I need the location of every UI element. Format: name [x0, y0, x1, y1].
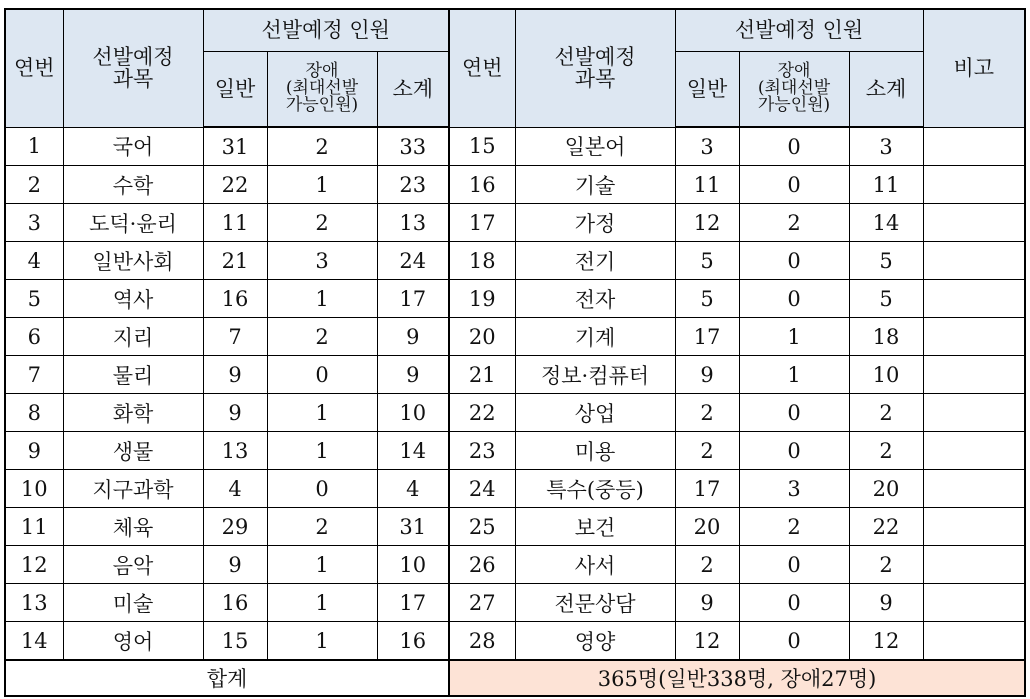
cell-subject: 국어	[63, 127, 203, 166]
header-subject-left: 선발예정 과목	[63, 9, 203, 127]
cell-general: 31	[203, 127, 267, 166]
cell-disabled: 1	[267, 280, 377, 318]
cell-remarks	[923, 127, 1025, 166]
total-label: 합계	[5, 660, 449, 696]
table-row	[5, 242, 1025, 280]
cell-subtotal: 9	[377, 356, 449, 394]
cell-disabled: 1	[739, 356, 849, 394]
cell-no: 17	[449, 204, 515, 242]
cell-general: 2	[675, 394, 739, 432]
table-row	[5, 280, 1025, 318]
header-subtotal-right: 소계	[849, 51, 923, 127]
cell-subject: 영양	[515, 622, 675, 661]
cell-disabled: 0	[267, 356, 377, 394]
table-row	[5, 622, 1025, 661]
cell-subtotal: 20	[849, 470, 923, 508]
cell-disabled: 1	[739, 318, 849, 356]
cell-general: 5	[675, 280, 739, 318]
cell-subject: 체육	[63, 508, 203, 546]
cell-no: 24	[449, 470, 515, 508]
table-body	[5, 127, 1025, 660]
cell-no: 27	[449, 584, 515, 622]
table-row	[5, 394, 1025, 432]
cell-no: 6	[5, 318, 63, 356]
cell-subject: 영어	[63, 622, 203, 661]
cell-remarks	[923, 394, 1025, 432]
cell-subject: 전문상담	[515, 584, 675, 622]
cell-subtotal: 24	[377, 242, 449, 280]
table-row	[5, 356, 1025, 394]
cell-subject: 일반사회	[63, 242, 203, 280]
cell-subject: 음악	[63, 546, 203, 584]
total-value: 365명(일반338명, 장애27명)	[449, 660, 1025, 696]
cell-general: 17	[675, 470, 739, 508]
cell-disabled: 3	[267, 242, 377, 280]
cell-general: 16	[203, 584, 267, 622]
selection-table	[4, 8, 1026, 697]
cell-general: 13	[203, 432, 267, 470]
cell-no: 25	[449, 508, 515, 546]
cell-no: 23	[449, 432, 515, 470]
cell-no: 14	[5, 622, 63, 661]
cell-no: 16	[449, 166, 515, 204]
cell-disabled: 1	[267, 584, 377, 622]
cell-disabled: 0	[739, 394, 849, 432]
cell-general: 9	[203, 546, 267, 584]
cell-no: 12	[5, 546, 63, 584]
cell-disabled: 0	[739, 432, 849, 470]
cell-general: 4	[203, 470, 267, 508]
cell-subject: 지구과학	[63, 470, 203, 508]
cell-subject: 정보·컴퓨터	[515, 356, 675, 394]
cell-remarks	[923, 280, 1025, 318]
header-general-right: 일반	[675, 51, 739, 127]
cell-no: 20	[449, 318, 515, 356]
cell-general: 16	[203, 280, 267, 318]
cell-disabled: 0	[739, 242, 849, 280]
cell-disabled: 0	[739, 546, 849, 584]
cell-no: 18	[449, 242, 515, 280]
cell-remarks	[923, 204, 1025, 242]
cell-subject: 도덕·윤리	[63, 204, 203, 242]
cell-subtotal: 2	[849, 432, 923, 470]
header-remarks: 비고	[923, 9, 1025, 127]
cell-remarks	[923, 356, 1025, 394]
header-subject-right: 선발예정 과목	[515, 9, 675, 127]
cell-disabled: 1	[267, 432, 377, 470]
cell-subtotal: 17	[377, 584, 449, 622]
cell-general: 9	[675, 584, 739, 622]
cell-subject: 사서	[515, 546, 675, 584]
cell-remarks	[923, 166, 1025, 204]
cell-subtotal: 18	[849, 318, 923, 356]
cell-subtotal: 3	[849, 127, 923, 166]
table-row	[5, 166, 1025, 204]
table-row	[5, 584, 1025, 622]
table-row	[5, 127, 1025, 166]
cell-general: 11	[203, 204, 267, 242]
cell-general: 29	[203, 508, 267, 546]
cell-subtotal: 31	[377, 508, 449, 546]
table-footer	[5, 660, 1025, 696]
cell-subject: 수학	[63, 166, 203, 204]
cell-remarks	[923, 432, 1025, 470]
cell-subject: 특수(중등)	[515, 470, 675, 508]
header-disabled-left: 장애 (최대선발 가능인원)	[267, 51, 377, 127]
cell-general: 11	[675, 166, 739, 204]
cell-subtotal: 16	[377, 622, 449, 661]
cell-no: 22	[449, 394, 515, 432]
cell-disabled: 1	[267, 622, 377, 661]
cell-general: 9	[675, 356, 739, 394]
cell-general: 9	[203, 356, 267, 394]
cell-no: 21	[449, 356, 515, 394]
cell-disabled: 1	[267, 394, 377, 432]
cell-general: 2	[675, 546, 739, 584]
cell-disabled: 3	[739, 470, 849, 508]
cell-no: 1	[5, 127, 63, 166]
table-row	[5, 470, 1025, 508]
cell-subtotal: 4	[377, 470, 449, 508]
cell-disabled: 2	[739, 508, 849, 546]
cell-subtotal: 14	[377, 432, 449, 470]
cell-remarks	[923, 470, 1025, 508]
table-row	[5, 546, 1025, 584]
cell-disabled: 0	[739, 127, 849, 166]
cell-subject: 화학	[63, 394, 203, 432]
cell-no: 9	[5, 432, 63, 470]
cell-subject: 미용	[515, 432, 675, 470]
cell-subtotal: 23	[377, 166, 449, 204]
cell-disabled: 0	[739, 166, 849, 204]
cell-no: 26	[449, 546, 515, 584]
cell-remarks	[923, 584, 1025, 622]
cell-subtotal: 10	[377, 394, 449, 432]
cell-no: 13	[5, 584, 63, 622]
cell-remarks	[923, 242, 1025, 280]
cell-general: 22	[203, 166, 267, 204]
table-row	[5, 204, 1025, 242]
cell-general: 15	[203, 622, 267, 661]
cell-subject: 기술	[515, 166, 675, 204]
cell-subject: 보건	[515, 508, 675, 546]
cell-disabled: 2	[267, 318, 377, 356]
cell-subtotal: 2	[849, 394, 923, 432]
cell-subject: 일본어	[515, 127, 675, 166]
cell-disabled: 2	[739, 204, 849, 242]
table-row	[5, 508, 1025, 546]
cell-subtotal: 13	[377, 204, 449, 242]
cell-subtotal: 5	[849, 242, 923, 280]
cell-disabled: 0	[739, 622, 849, 661]
cell-disabled: 2	[267, 204, 377, 242]
cell-general: 12	[675, 204, 739, 242]
cell-disabled: 1	[267, 546, 377, 584]
cell-no: 4	[5, 242, 63, 280]
cell-no: 2	[5, 166, 63, 204]
header-planned-right: 선발예정 인원	[675, 9, 923, 51]
cell-no: 3	[5, 204, 63, 242]
cell-subject: 기계	[515, 318, 675, 356]
cell-disabled: 2	[267, 127, 377, 166]
cell-subtotal: 2	[849, 546, 923, 584]
cell-no: 10	[5, 470, 63, 508]
cell-general: 17	[675, 318, 739, 356]
cell-subtotal: 17	[377, 280, 449, 318]
table-row	[5, 432, 1025, 470]
cell-subject: 역사	[63, 280, 203, 318]
cell-general: 20	[675, 508, 739, 546]
cell-subtotal: 10	[849, 356, 923, 394]
header-general-left: 일반	[203, 51, 267, 127]
cell-remarks	[923, 508, 1025, 546]
cell-general: 21	[203, 242, 267, 280]
cell-remarks	[923, 318, 1025, 356]
cell-subject: 지리	[63, 318, 203, 356]
table-row	[5, 318, 1025, 356]
cell-no: 5	[5, 280, 63, 318]
cell-subject: 미술	[63, 584, 203, 622]
header-subtotal-left: 소계	[377, 51, 449, 127]
header-disabled-right: 장애 (최대선발 가능인원)	[739, 51, 849, 127]
cell-remarks	[923, 622, 1025, 661]
cell-subject: 상업	[515, 394, 675, 432]
cell-no: 28	[449, 622, 515, 661]
cell-subtotal: 11	[849, 166, 923, 204]
cell-subtotal: 12	[849, 622, 923, 661]
cell-subject: 전기	[515, 242, 675, 280]
cell-subtotal: 9	[377, 318, 449, 356]
cell-disabled: 2	[267, 508, 377, 546]
cell-disabled: 0	[739, 584, 849, 622]
cell-subject: 가정	[515, 204, 675, 242]
cell-remarks	[923, 546, 1025, 584]
cell-general: 12	[675, 622, 739, 661]
cell-no: 7	[5, 356, 63, 394]
cell-subject: 생물	[63, 432, 203, 470]
cell-disabled: 1	[267, 166, 377, 204]
cell-subtotal: 33	[377, 127, 449, 166]
cell-no: 19	[449, 280, 515, 318]
header-no-left: 연번	[5, 9, 63, 127]
cell-no: 15	[449, 127, 515, 166]
table-header	[5, 9, 1025, 127]
cell-subtotal: 14	[849, 204, 923, 242]
cell-no: 11	[5, 508, 63, 546]
cell-subtotal: 10	[377, 546, 449, 584]
header-no-right: 연번	[449, 9, 515, 127]
cell-disabled: 0	[267, 470, 377, 508]
cell-general: 2	[675, 432, 739, 470]
cell-general: 3	[675, 127, 739, 166]
cell-general: 7	[203, 318, 267, 356]
cell-subtotal: 9	[849, 584, 923, 622]
cell-disabled: 0	[739, 280, 849, 318]
cell-general: 5	[675, 242, 739, 280]
cell-subtotal: 22	[849, 508, 923, 546]
cell-subtotal: 5	[849, 280, 923, 318]
header-planned-left: 선발예정 인원	[203, 9, 449, 51]
cell-subject: 물리	[63, 356, 203, 394]
cell-subject: 전자	[515, 280, 675, 318]
cell-general: 9	[203, 394, 267, 432]
cell-no: 8	[5, 394, 63, 432]
